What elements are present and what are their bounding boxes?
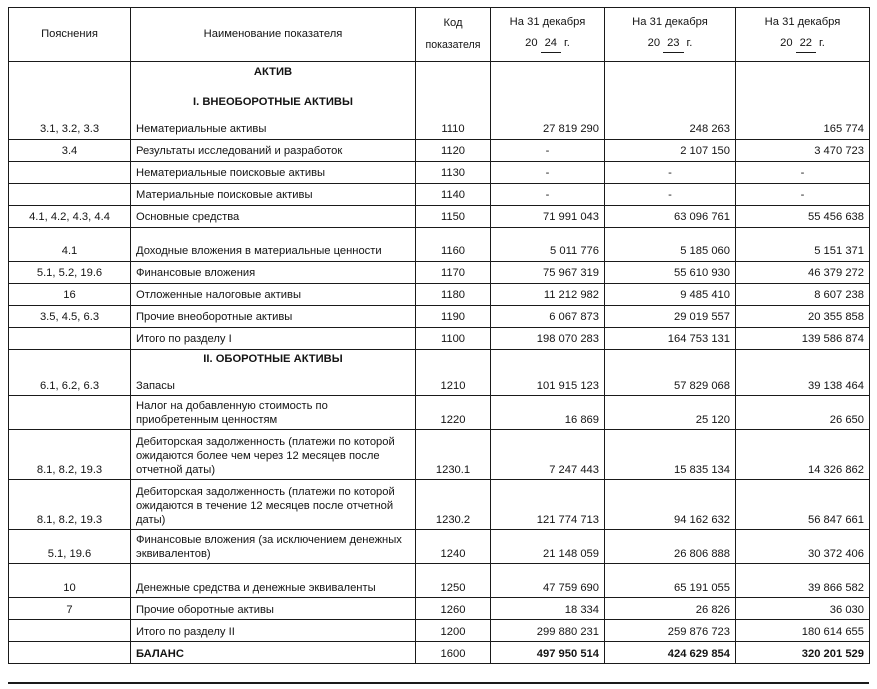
period-2024-prefix: На	[509, 16, 524, 29]
row-value-2023: 55 610 930	[605, 261, 736, 283]
row-code: 1200	[416, 620, 491, 642]
row-value-2023: 2 107 150	[605, 139, 736, 161]
period-2022-suffix: г.	[819, 37, 825, 49]
balance-sheet-table	[8, 7, 870, 664]
row-explanations: 3.1, 3.2, 3.3	[9, 62, 131, 140]
table-row	[9, 62, 870, 140]
row-explanations: 5.1, 19.6	[9, 530, 131, 564]
period-2022-label	[740, 16, 865, 30]
period-2022-year-line	[740, 37, 865, 53]
row-value-2022: 320 201 529	[736, 642, 870, 664]
row-value-2022: 165 774	[736, 62, 870, 140]
row-indicator-name: Налог на добавленную стоимость по приобретенным ценностям	[131, 396, 416, 430]
row-code: 1240	[416, 530, 491, 564]
table-row	[9, 430, 870, 480]
row-code: 1190	[416, 305, 491, 327]
row-value-2022: 39 138 464	[736, 349, 870, 395]
row-explanations: 16	[9, 283, 131, 305]
row-value-2023: 65 191 055	[605, 564, 736, 598]
row-indicator-name: Прочие внеоборотные активы	[131, 305, 416, 327]
row-explanations: 3.5, 4.5, 6.3	[9, 305, 131, 327]
row-value-2024: 121 774 713	[491, 480, 605, 530]
row-code: 1230.2	[416, 480, 491, 530]
period-2024-suffix: г.	[564, 37, 570, 49]
row-explanations	[9, 327, 131, 349]
row-explanations: 8.1, 8.2, 19.3	[9, 480, 131, 530]
row-indicator-label: Запасы	[136, 379, 175, 392]
row-value-2022: 3 470 723	[736, 139, 870, 161]
row-code: 1150	[416, 205, 491, 227]
row-value-2023: 63 096 761	[605, 205, 736, 227]
period-2023-century: 20	[647, 37, 661, 49]
row-value-2024: 497 950 514	[491, 642, 605, 664]
row-value-2022: 55 456 638	[736, 205, 870, 227]
row-value-2023: 5 185 060	[605, 227, 736, 261]
row-value-2023: 25 120	[605, 396, 736, 430]
row-explanations: 6.1, 6.2, 6.3	[9, 349, 131, 395]
row-value-2023: 9 485 410	[605, 283, 736, 305]
column-header-period-2022	[736, 8, 870, 62]
row-value-2024: 47 759 690	[491, 564, 605, 598]
table-row	[9, 283, 870, 305]
row-explanations	[9, 161, 131, 183]
row-value-2022: 5 151 371	[736, 227, 870, 261]
row-value-2023: 248 263	[605, 62, 736, 140]
table-row	[9, 205, 870, 227]
row-indicator-name: Результаты исследований и разработок	[131, 139, 416, 161]
row-value-2024: -	[491, 139, 605, 161]
row-value-2023: 164 753 131	[605, 327, 736, 349]
row-value-2024: 6 067 873	[491, 305, 605, 327]
row-value-2024: -	[491, 183, 605, 205]
row-explanations: 3.4	[9, 139, 131, 161]
row-value-2024: 75 967 319	[491, 261, 605, 283]
row-explanations: 8.1, 8.2, 19.3	[9, 430, 131, 480]
row-indicator-name: БАЛАНС	[131, 642, 416, 664]
row-value-2022: 14 326 862	[736, 430, 870, 480]
period-2023-year: 23	[663, 37, 683, 53]
row-explanations	[9, 183, 131, 205]
column-header-code-line1: Код	[443, 17, 463, 30]
row-value-2023: 26 806 888	[605, 530, 736, 564]
table-row	[9, 305, 870, 327]
row-explanations: 5.1, 5.2, 19.6	[9, 261, 131, 283]
row-value-2022: 8 607 238	[736, 283, 870, 305]
table-row	[9, 227, 870, 261]
row-code: 1230.1	[416, 430, 491, 480]
row-value-2024: 27 819 290	[491, 62, 605, 140]
row-indicator-name	[131, 62, 416, 140]
row-indicator-name: Финансовые вложения	[131, 261, 416, 283]
row-value-2022: 139 586 874	[736, 327, 870, 349]
row-value-2024: 7 247 443	[491, 430, 605, 480]
table-row	[9, 349, 870, 395]
period-2024-year: 24	[541, 37, 561, 53]
row-value-2022: 36 030	[736, 598, 870, 620]
row-value-2022: 20 355 858	[736, 305, 870, 327]
row-value-2022: -	[736, 161, 870, 183]
row-value-2023: 94 162 632	[605, 480, 736, 530]
row-explanations: 10	[9, 564, 131, 598]
column-header-period-2023	[605, 8, 736, 62]
row-value-2022: 56 847 661	[736, 480, 870, 530]
row-value-2024: 101 915 123	[491, 349, 605, 395]
row-indicator-name: Доходные вложения в материальные ценности	[131, 227, 416, 261]
row-code: 1600	[416, 642, 491, 664]
period-2023-year-line	[609, 37, 731, 53]
row-indicator-name: Денежные средства и денежные эквиваленты	[131, 564, 416, 598]
table-row	[9, 161, 870, 183]
row-indicator-name: Дебиторская задолженность (платежи по которой ожидаются в течение 12 месяцев после отчетной даты)	[131, 480, 416, 530]
row-value-2023: 259 876 723	[605, 620, 736, 642]
table-body	[9, 62, 870, 664]
row-value-2024: 299 880 231	[491, 620, 605, 642]
row-value-2023: 26 826	[605, 598, 736, 620]
page-bottom-rule	[8, 682, 869, 684]
row-value-2023: 57 829 068	[605, 349, 736, 395]
table-row	[9, 396, 870, 430]
row-indicator-name: Отложенные налоговые активы	[131, 283, 416, 305]
section-1-title: I. ВНЕОБОРОТНЫЕ АКТИВЫ	[193, 95, 353, 108]
row-code: 1100	[416, 327, 491, 349]
header-row	[9, 8, 870, 62]
row-value-2023: 424 629 854	[605, 642, 736, 664]
period-2023-date: 31 декабря	[649, 16, 708, 29]
row-value-2022: 46 379 272	[736, 261, 870, 283]
row-value-2024: 11 212 982	[491, 283, 605, 305]
row-code: 1130	[416, 161, 491, 183]
row-value-2024: 198 070 283	[491, 327, 605, 349]
table-header	[9, 8, 870, 62]
period-2022-century: 20	[780, 37, 793, 49]
row-explanations: 4.1	[9, 227, 131, 261]
row-explanations	[9, 396, 131, 430]
row-value-2024: 5 011 776	[491, 227, 605, 261]
table-row	[9, 598, 870, 620]
row-value-2023: 29 019 557	[605, 305, 736, 327]
row-explanations	[9, 620, 131, 642]
table-row	[9, 139, 870, 161]
row-code: 1110	[416, 62, 491, 140]
row-value-2024: 21 148 059	[491, 530, 605, 564]
row-code: 1260	[416, 598, 491, 620]
period-2023-label	[609, 16, 731, 30]
column-header-explanations: Пояснения	[9, 8, 131, 62]
period-2022-prefix: На	[764, 16, 779, 29]
row-code: 1220	[416, 396, 491, 430]
row-value-2024: -	[491, 161, 605, 183]
period-2024-century: 20	[525, 37, 538, 49]
table-row-subtotal-2	[9, 620, 870, 642]
row-value-2024: 18 334	[491, 598, 605, 620]
section-2-title: II. ОБОРОТНЫЕ АКТИВЫ	[203, 352, 343, 365]
period-2024-label	[495, 16, 600, 30]
column-header-period-2024	[491, 8, 605, 62]
row-value-2023: -	[605, 161, 736, 183]
table-row	[9, 183, 870, 205]
period-2023-suffix: г.	[686, 37, 693, 49]
table-row	[9, 564, 870, 598]
column-header-indicator-name: Наименование показателя	[131, 8, 416, 62]
row-indicator-label: Нематериальные активы	[136, 123, 267, 136]
row-value-2024: 16 869	[491, 396, 605, 430]
period-2022-year: 22	[796, 37, 816, 53]
row-indicator-name: Итого по разделу II	[131, 620, 416, 642]
row-value-2022: 26 650	[736, 396, 870, 430]
row-code: 1120	[416, 139, 491, 161]
row-value-2022: -	[736, 183, 870, 205]
table-row-balance-total	[9, 642, 870, 664]
row-code: 1160	[416, 227, 491, 261]
row-code: 1180	[416, 283, 491, 305]
row-indicator-name: Дебиторская задолженность (платежи по которой ожидаются более чем через 12 месяцев после отчетной даты)	[131, 430, 416, 480]
row-indicator-name: Материальные поисковые активы	[131, 183, 416, 205]
period-2022-date: 31 декабря	[782, 16, 841, 29]
period-2024-year-line	[495, 37, 600, 53]
table-row	[9, 530, 870, 564]
row-value-2023: -	[605, 183, 736, 205]
row-indicator-name: Нематериальные поисковые активы	[131, 161, 416, 183]
row-explanations: 7	[9, 598, 131, 620]
row-indicator-name: Основные средства	[131, 205, 416, 227]
table-row-subtotal-1	[9, 327, 870, 349]
asset-section-title: АКТИВ	[253, 66, 293, 78]
row-explanations: 4.1, 4.2, 4.3, 4.4	[9, 205, 131, 227]
period-2024-date: 31 декабря	[527, 16, 586, 29]
row-code: 1210	[416, 349, 491, 395]
column-header-code-line2: показателя	[425, 38, 481, 51]
row-code: 1170	[416, 261, 491, 283]
row-code: 1140	[416, 183, 491, 205]
table-row	[9, 480, 870, 530]
row-code: 1250	[416, 564, 491, 598]
table-row	[9, 261, 870, 283]
row-indicator-name: Финансовые вложения (за исключением денежных эквивалентов)	[131, 530, 416, 564]
row-indicator-name: Итого по разделу I	[131, 327, 416, 349]
row-value-2022: 180 614 655	[736, 620, 870, 642]
row-indicator-name	[131, 349, 416, 395]
row-value-2022: 30 372 406	[736, 530, 870, 564]
row-indicator-name: Прочие оборотные активы	[131, 598, 416, 620]
row-explanations	[9, 642, 131, 664]
column-header-code	[416, 8, 491, 62]
row-value-2023: 15 835 134	[605, 430, 736, 480]
row-value-2024: 71 991 043	[491, 205, 605, 227]
row-value-2022: 39 866 582	[736, 564, 870, 598]
period-2023-prefix: На	[632, 16, 647, 29]
